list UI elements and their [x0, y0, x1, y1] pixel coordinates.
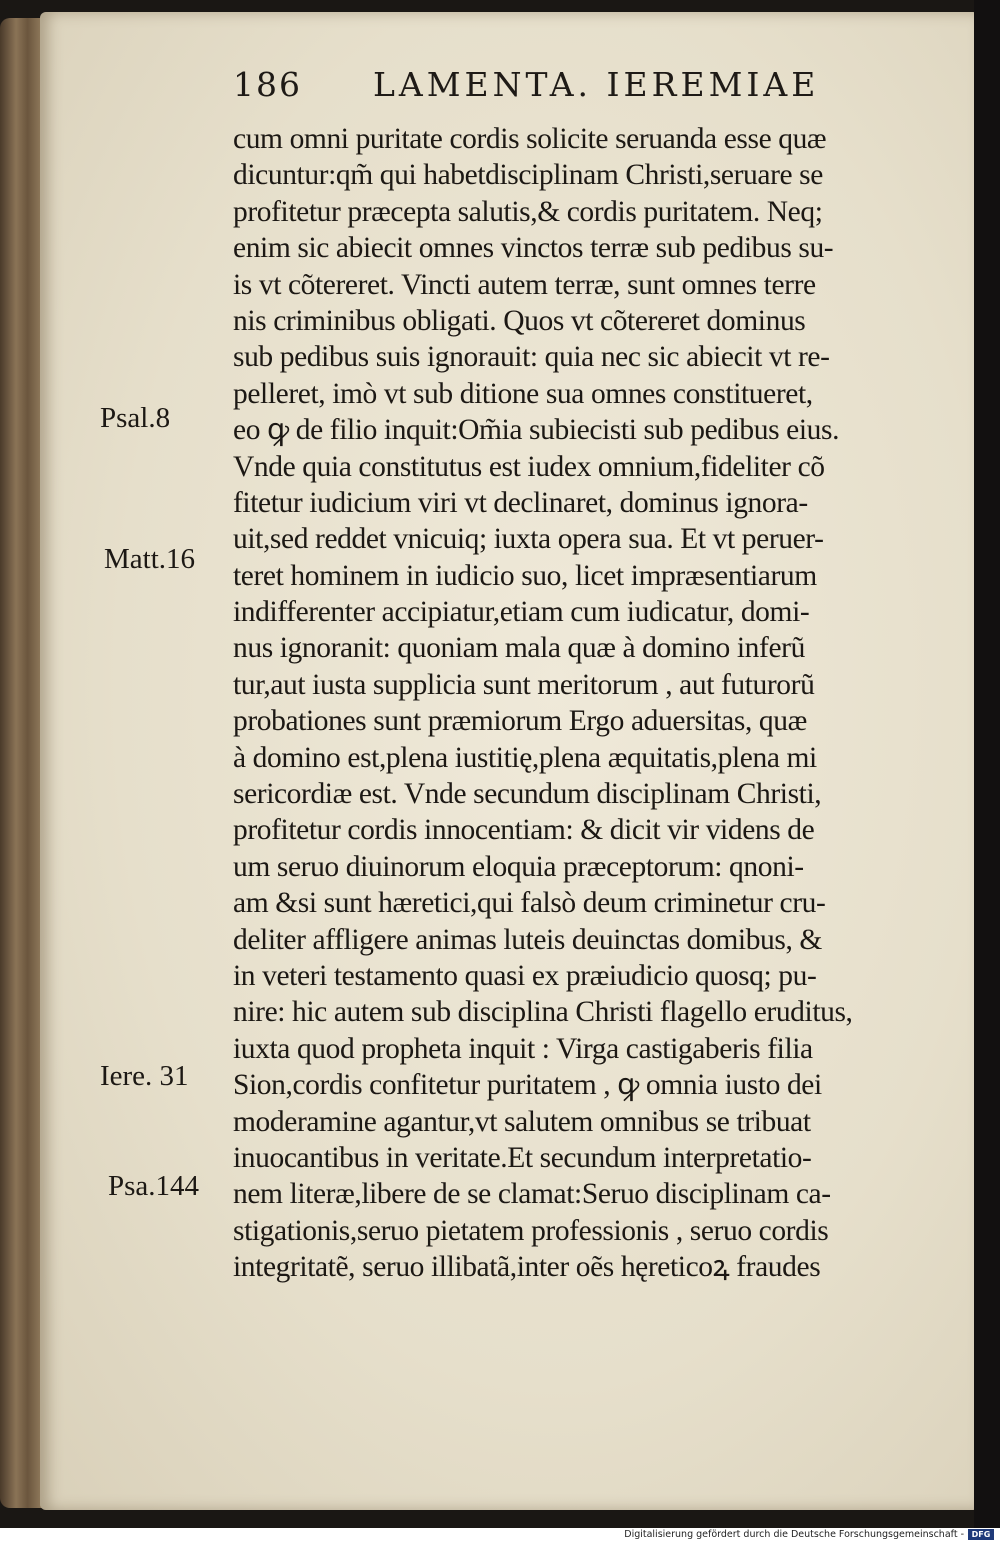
text-line: profitetur cordis innocentiam: & dicit vir videns de [233, 814, 815, 847]
body-text [233, 121, 943, 1286]
text-line: um seruo diuinorum eloquia præceptorum: qnoni- [233, 850, 804, 883]
text-line: cum omni puritate cordis solicite seruanda esse quæ [233, 123, 827, 155]
text-line: Sion,cordis confitetur puritatem , ꝙ omnia iusto dei [233, 1069, 822, 1102]
text-line: nus ignoranit: quoniam mala quæ à domino inferũ [233, 632, 805, 665]
text-line: is vt cõtereret. Vincti autem terræ, sunt omnes terre [233, 268, 816, 301]
text-line: uit,sed reddet vnicuiq; iuxta opera sua. Et vt peruer- [233, 523, 824, 556]
text-line: am &si sunt hæretici,qui falsò deum criminetur cru- [233, 887, 826, 920]
text-line: integritatẽ, seruo illibatã,inter oẽs hęreticoꝝ fraudes [233, 1251, 821, 1284]
text-line: teret hominem in iudicio suo, licet impræsentiarum [233, 559, 817, 592]
margin-note: Matt.16 [104, 543, 196, 575]
text-line: nis criminibus obligati. Quos vt cõtereret dominus [233, 304, 806, 337]
text-line: deliter affligere animas luteis deuinctas domibus, & [233, 923, 822, 956]
text-line: indifferenter accipiatur,etiam cum iudicatur, domi- [233, 596, 810, 629]
funding-credit: Digitalisierung gefördert durch die Deutsche Forschungsgemeinschaft - [624, 1529, 964, 1540]
text-line: dicuntur:qm̃ qui habetdisciplinam Christi,seruare se [233, 159, 823, 192]
text-line: moderamine agantur,vt salutem omnibus se tribuat [233, 1105, 811, 1138]
text-line: à domino est,plena iustitię,plena æquitatis,plena mi [233, 741, 817, 774]
footer-bar [0, 1528, 1000, 1541]
text-line: nire: hic autem sub disciplina Christi flagello eruditus, [233, 996, 853, 1029]
text-line: iuxta quod propheta inquit : Virga castigaberis filia [233, 1032, 813, 1065]
text-line: inuocantibus in veritate.Et secundum interpretatio- [233, 1141, 812, 1174]
margin-note: Psal.8 [100, 402, 171, 434]
page-number: 186 [233, 65, 302, 104]
text-line: Vnde quia constitutus est iudex omnium,fideliter cõ [233, 450, 825, 483]
scan-border [974, 0, 1000, 1528]
running-title: LAMENTA. IEREMIAE [373, 65, 820, 104]
text-line: sub pedibus suis ignorauit: quia nec sic abiecit vt re- [233, 341, 830, 374]
text-line: pelleret, imò vt sub ditione sua omnes constitueret, [233, 377, 813, 410]
margin-note: Psa.144 [108, 1170, 200, 1202]
text-line: in veteri testamento quasi ex præiudicio quosq; pu- [233, 959, 817, 992]
text-line: sericordiæ est. Vnde secundum disciplinam Christi, [233, 778, 822, 811]
text-line: profitetur præcepta salutis,& cordis puritatem. Neq; [233, 195, 823, 228]
text-line: nem literæ,libere de se clamat:Seruo disciplinam ca- [233, 1178, 831, 1211]
text-line: eo ꝙ de filio inquit:Om̃ia subiecisti sub pedibus eius. [233, 414, 840, 447]
text-line: probationes sunt præmiorum Ergo aduersitas, quæ [233, 705, 807, 738]
dfg-logo[interactable]: DFG [968, 1529, 994, 1540]
text-line: fitetur iudicium viri vt declinaret, dominus ignora- [233, 486, 808, 519]
text-line: stigationis,seruo pietatem professionis , seruo cordis [233, 1214, 829, 1247]
text-line: enim sic abiecit omnes vinctos terræ sub pedibus su- [233, 232, 834, 265]
text-line: tur,aut iusta supplicia sunt meritorum , aut futurorũ [233, 668, 815, 701]
margin-note: Iere. 31 [100, 1060, 189, 1092]
